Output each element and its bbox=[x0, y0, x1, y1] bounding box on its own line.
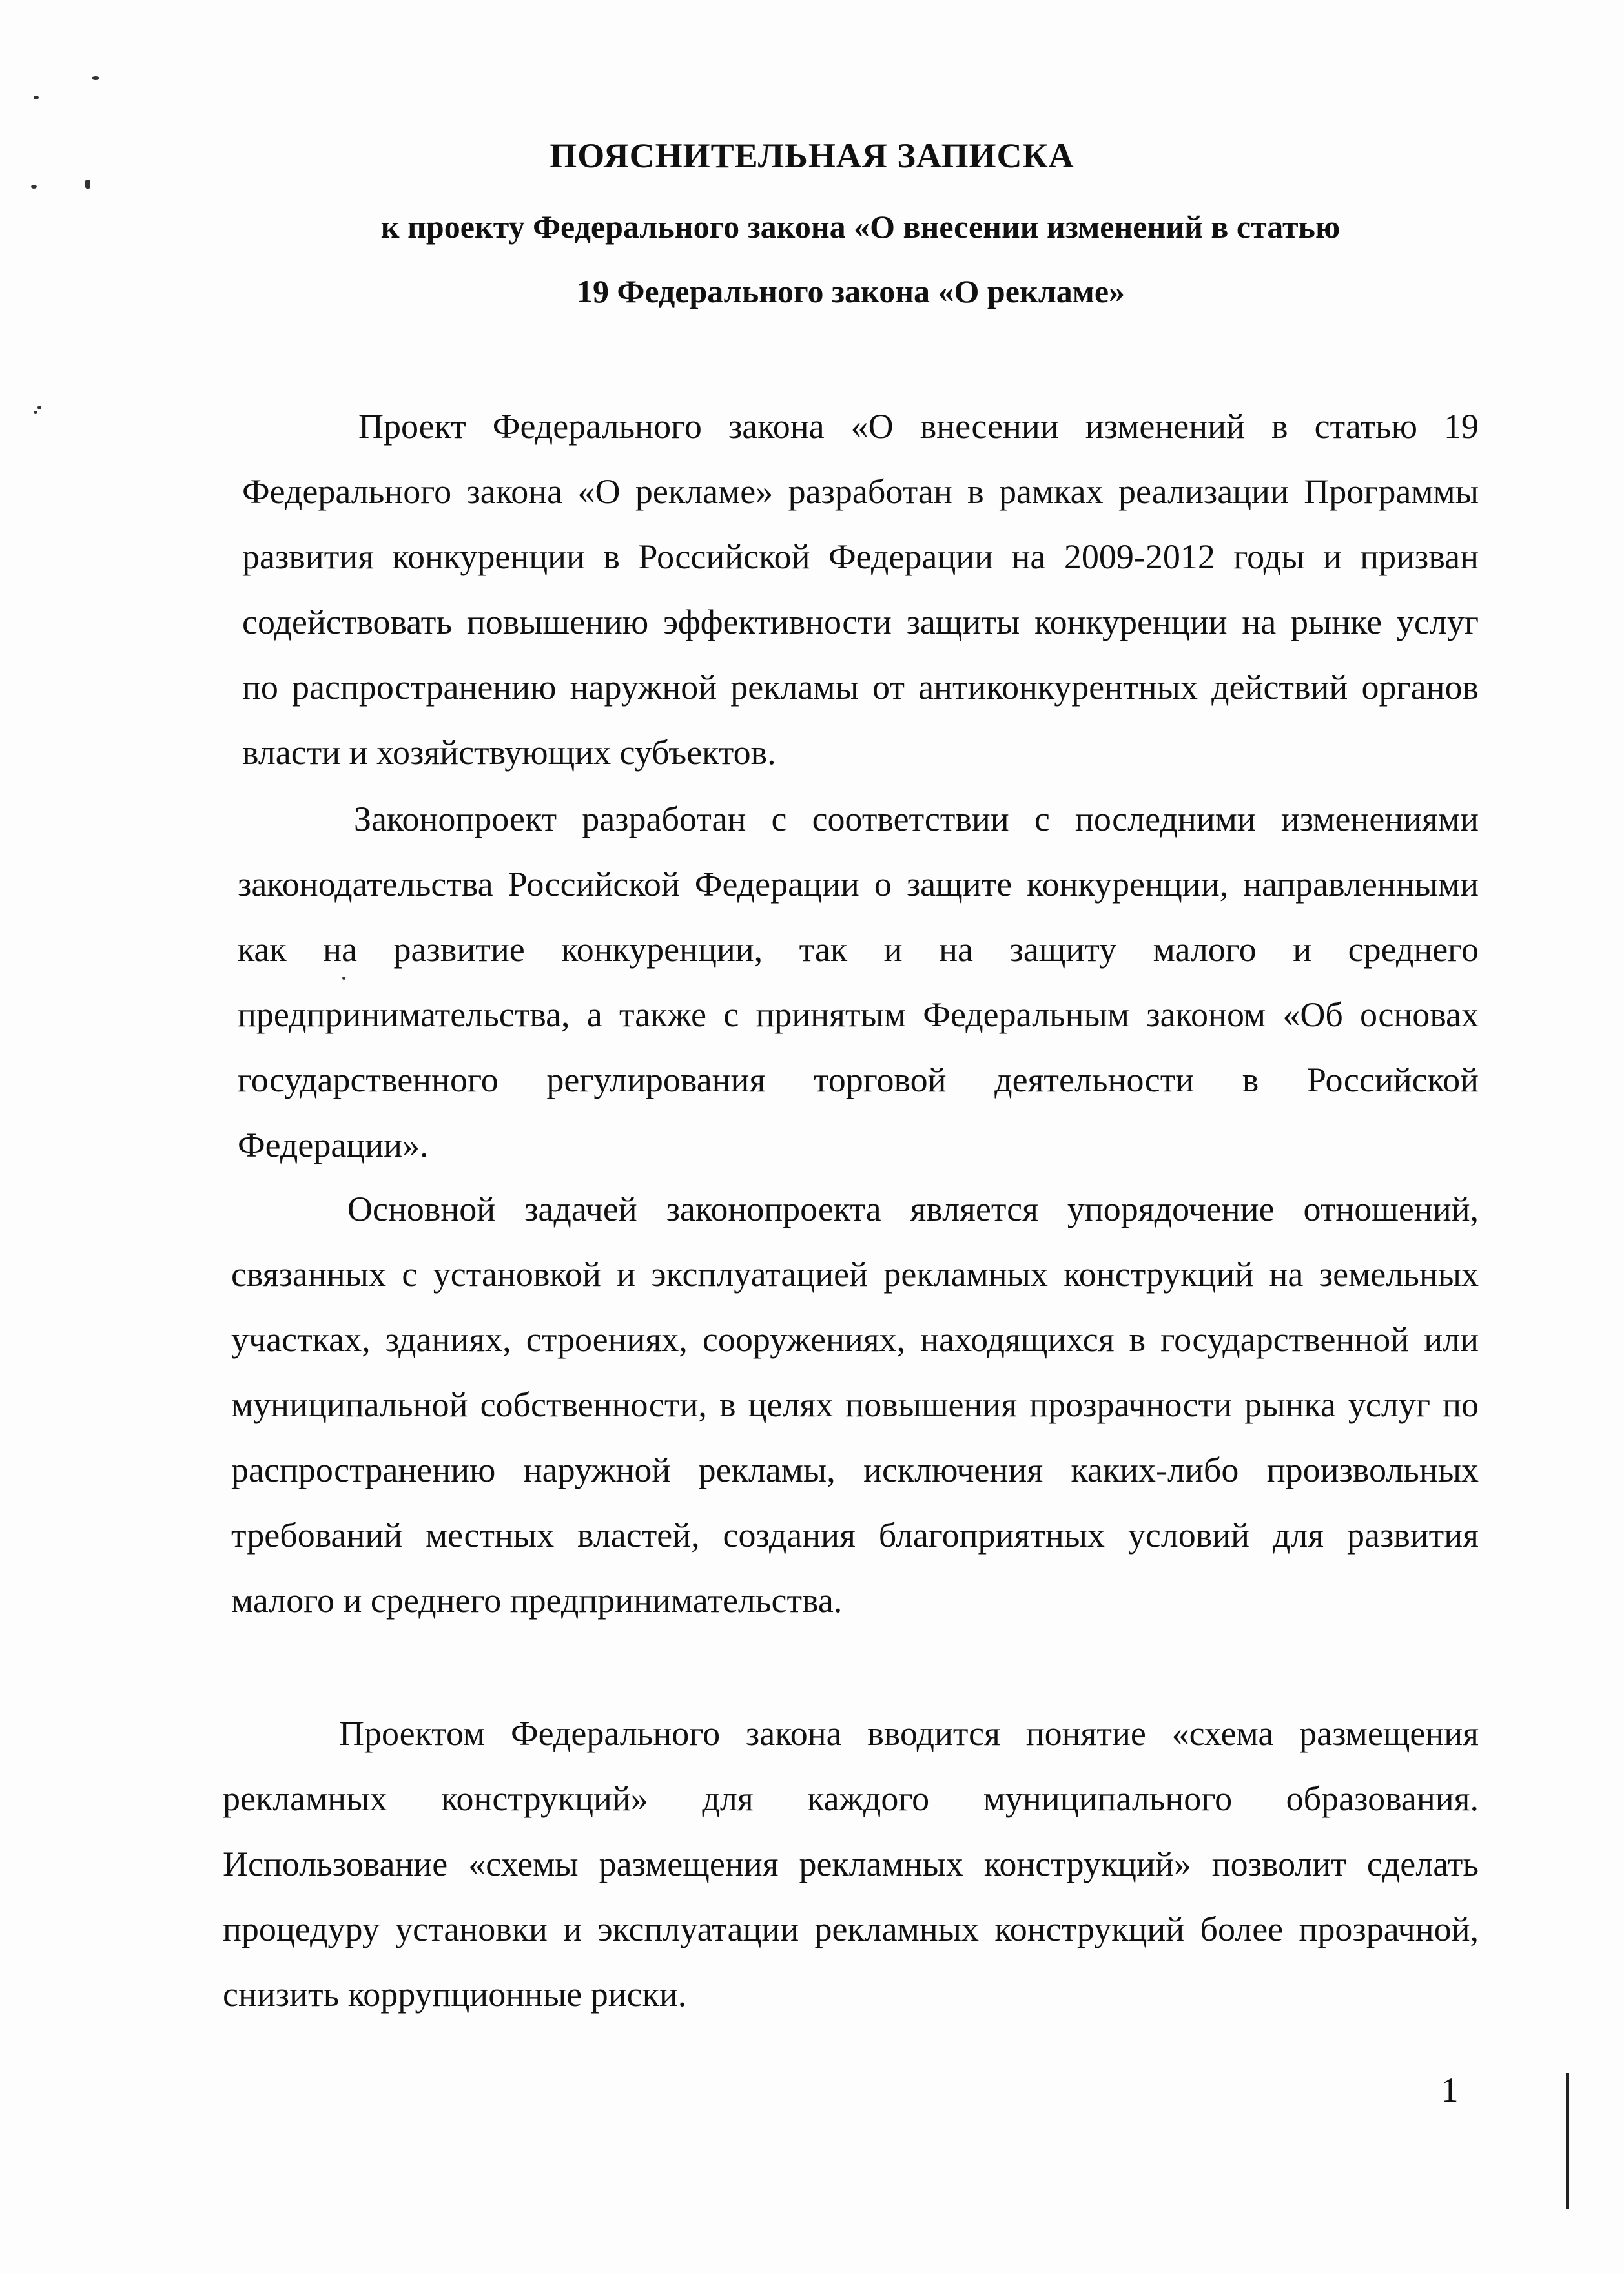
paragraph-2-text: Законопроект разработан с соответствии с последними изменениями законодательства Российской Федерации о защите конкуренции, направленными как на развитие конкуренции, так и на защиту малого и среднего предпринимательства, а также с принятым Федеральным законом «Об основах государственного регулирования торговой деятельности в Российской Федерации». bbox=[238, 800, 1479, 1164]
paragraph-3-text: Основной задачей законопроекта является упорядочение отношений, связанных с установкой и эксплуатацией рекламных конструкций на земельных участках, зданиях, строениях, сооружениях, находящихся в государственной или муниципальной собственности, в целях повышения прозрачности рынка услуг по распространению наружной рекламы, исключения каких-либо произвольных требований местных властей, создания благоприятных условий для развития малого и среднего предпринимательства. bbox=[231, 1190, 1479, 1620]
document-subtitle-line-2: 19 Федерального закона «О рекламе» bbox=[576, 273, 1125, 309]
page-number: 1 bbox=[1441, 2071, 1459, 2109]
paragraph-1 bbox=[242, 394, 1479, 785]
scan-speck bbox=[34, 411, 37, 414]
document-title: ПОЯСНИТЕЛЬНАЯ ЗАПИСКА bbox=[550, 136, 1074, 175]
scan-speck bbox=[37, 406, 41, 409]
scan-speck bbox=[34, 96, 39, 99]
scan-margin-line bbox=[1566, 2073, 1569, 2209]
paragraph-4 bbox=[223, 1701, 1479, 2027]
scan-speck bbox=[31, 185, 37, 189]
scan-speck bbox=[85, 180, 90, 189]
paragraph-3 bbox=[231, 1177, 1479, 1633]
paragraph-4-text: Проектом Федерального закона вводится понятие «схема размещения рекламных конструкций» для каждого муниципального образования. Использование «схемы размещения рекламных конструкций» позволит сделать процедуру установки и эксплуатации рекламных конструкций более прозрачной, снизить коррупционные риски. bbox=[223, 1714, 1479, 2014]
paragraph-2 bbox=[238, 787, 1479, 1178]
scan-speck bbox=[92, 76, 99, 80]
document-subtitle-line-1: к проекту Федерального закона «О внесении изменений в статью bbox=[380, 209, 1341, 245]
paragraph-1-text: Проект Федерального закона «О внесении изменений в статью 19 Федерального закона «О рекламе» разработан в рамках реализации Программы развития конкуренции в Российской Федерации на 2009-2012 годы и призван содействовать повышению эффективности защиты конкуренции на рынке услуг по распространению наружной рекламы от антиконкурентных действий органов власти и хозяйствующих субъектов. bbox=[242, 407, 1479, 772]
